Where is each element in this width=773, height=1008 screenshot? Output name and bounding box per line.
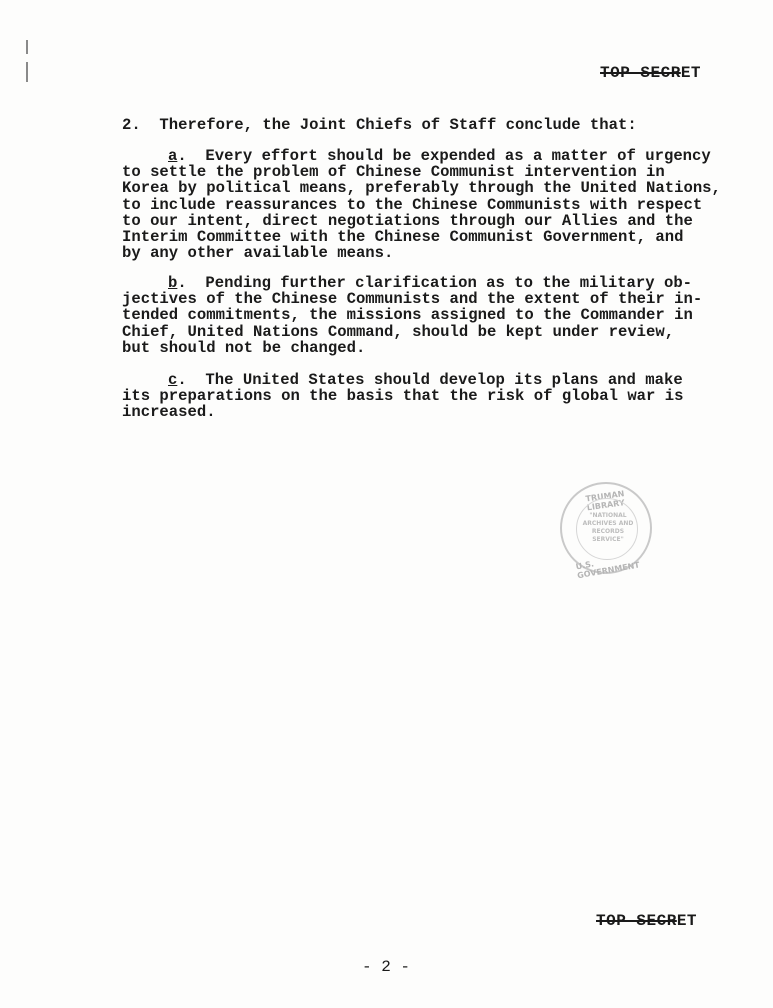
- paragraph-c: [122, 372, 742, 421]
- classification-struck-text: TOP SECR: [600, 64, 681, 82]
- paragraph-line: Korea by political means, preferably through the United Nations,: [122, 179, 721, 198]
- margin-mark: [26, 62, 28, 82]
- classification-footer: [596, 912, 697, 930]
- paragraph-a: [122, 148, 742, 261]
- paragraph-line: by any other available means.: [122, 244, 394, 263]
- paragraph-label: c: [168, 371, 178, 389]
- paragraph-b: [122, 275, 742, 356]
- paragraph-line: c. The United States should develop its plans and make: [168, 371, 683, 389]
- page-number: - 2 -: [362, 958, 411, 976]
- paragraph-line: Chief, United Nations Command, should be kept under review,: [122, 322, 675, 341]
- stamp-inner-text: "NATIONAL ARCHIVES AND RECORDS SERVICE": [582, 512, 634, 543]
- paragraph-line: tended commitments, the missions assigned to the Commander in: [122, 306, 693, 325]
- paragraph-line: its preparations on the basis that the risk of global war is: [122, 387, 684, 406]
- paragraph-label: b: [168, 274, 178, 292]
- margin-mark: [26, 40, 28, 54]
- paragraph-line: increased.: [122, 403, 216, 422]
- stamp-ring-top-text: TRUMAN LIBRARY: [585, 489, 626, 513]
- archive-stamp: [560, 482, 652, 581]
- classification-text: ET: [680, 64, 702, 82]
- paragraph-line: a. Every effort should be expended as a matter of urgency: [168, 147, 711, 165]
- classification-text: ET: [676, 912, 698, 930]
- paragraph-line: to our intent, direct negotiations through our Allies and the: [122, 211, 693, 230]
- classification-struck-text: TOP SECR: [596, 912, 677, 930]
- paragraph-label: a: [168, 147, 178, 165]
- paragraph-line: jectives of the Chinese Communists and the extent of their in-: [122, 290, 703, 309]
- stamp-ring-bottom-text: U.S. GOVERNMENT: [574, 559, 641, 581]
- paragraph-line: to include reassurances to the Chinese Communists with respect: [122, 195, 703, 214]
- paragraph-line: to settle the problem of Chinese Communist intervention in: [122, 163, 665, 182]
- section-intro: 2. Therefore, the Joint Chiefs of Staff conclude that:: [122, 116, 637, 134]
- paragraph-line: but should not be changed.: [122, 338, 366, 357]
- paragraph-line: b. Pending further clarification as to the military ob-: [168, 274, 693, 292]
- paragraph-line: Interim Committee with the Chinese Communist Government, and: [122, 228, 684, 247]
- classification-header: [600, 64, 701, 82]
